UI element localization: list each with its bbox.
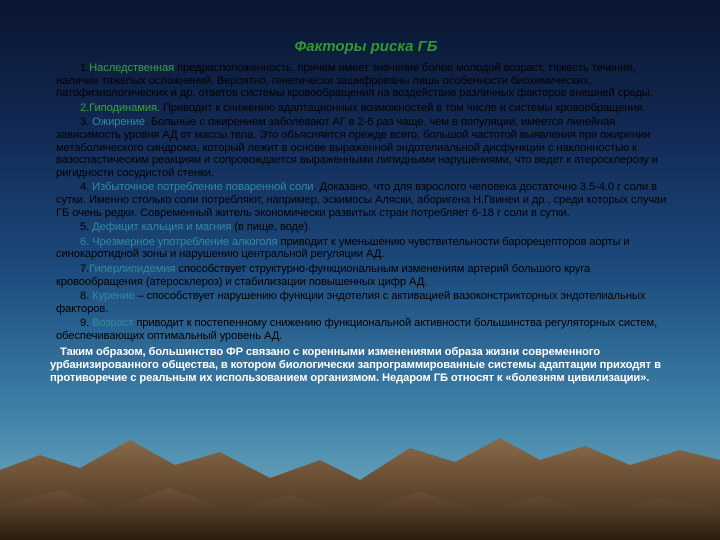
factor-item-7 — [56, 263, 676, 288]
factor-item-8 — [56, 290, 676, 315]
factor-number: 5. — [80, 221, 90, 234]
factor-name: Наследственная — [89, 62, 175, 74]
factor-name: Гиперлипидемия — [89, 262, 176, 275]
factor-name: Возраст — [92, 317, 134, 330]
factor-name: Ожирение — [92, 116, 145, 129]
factor-text: . Доказано, что для взрослого человека достаточно 3.5-4.0 г соли в сутки. Именно столько соли потребляют, например, эскимосы Аляски, аборигена Н.Гвинеи и др., среди которых случаи ГБ очень редки. Современный житель экономически развитых стран потребляет 6-18 г соли в сутки. — [56, 181, 667, 219]
factor-text: . Больные с ожирением заболевают АГ в 2-6 раз чаще, чем в популяции, имеется линейная зависимость уровня АД от массы тела. Это объясняется прежде всего, большой частотой выявления при ожирении метаболического синдрома, который лежит в основе выраженной эндотелиальной дисфункции с наклонностью к вазоспастическим реакциям и сопровождается выраженными липидными нарушениями, что ведет к атеросклерозу и ригидности сосудистой стенки. — [56, 116, 658, 179]
factor-number: 3. — [80, 116, 90, 129]
factor-number: 6. — [80, 235, 90, 248]
factor-text: способствует структурно-функциональным изменениям артерий большого круга кровообращения (атеросклероз) и стабилизации повышенных цифр АД. — [56, 262, 591, 288]
factor-item-9 — [56, 317, 676, 342]
factor-item-1 — [56, 62, 676, 100]
factor-name: Избыточное потребление поваренной соли — [92, 181, 314, 194]
factor-item-3 — [56, 116, 676, 179]
factor-number: 1. — [80, 62, 90, 74]
factor-item-5 — [56, 221, 676, 234]
factor-text: – способствует нарушению функции эндотелия с активацией вазоконстрикторных эндотелиальных факторов. — [56, 290, 646, 315]
factor-text: приводит к уменьшению чувствительности барорецепторов аорты и синокаротидной зоны и нарушению центральной регуляции АД. — [56, 235, 630, 261]
slide-content — [50, 38, 676, 385]
factor-text: предрасположенность, причем имеет значение более молодой возраст, тяжесть течения, наличие тяжелых осложнений. Вероятно, генетически зашифрованы лишь особенности биохимических, патофизиологических и др. ответов системы кровообращения на воздействие различных факторов внешней среды. — [56, 62, 653, 100]
factor-number: 2. — [80, 101, 90, 114]
factor-number: 4. — [80, 181, 90, 194]
factor-item-2 — [56, 102, 676, 115]
factor-item-4 — [56, 181, 676, 219]
factor-name: Курение — [92, 290, 135, 303]
factor-number: 8. — [80, 290, 90, 303]
factor-name: Чрезмерное употребление алкоголя — [92, 235, 278, 248]
factor-number: 9. — [80, 317, 90, 330]
slide-title: Факторы риска ГБ — [294, 38, 438, 55]
factor-text: Приводит к снижению адаптационных возможностей в том числе и системы кровообращения. — [159, 101, 646, 114]
factor-item-6 — [56, 236, 676, 261]
conclusion-text: Таким образом, большинство ФР связано с коренными изменениями образа жизни современного урбанизированного общества, в котором биологически запрограммированные системы адаптации приходят в противоречие с реальным их использованием организмом. Недаром ГБ относят к «болезням цивилизации». — [50, 346, 661, 385]
factor-text: (в пище, воде). — [231, 221, 311, 234]
factor-name: Гиподинамия. — [89, 101, 160, 114]
mountain-background — [0, 410, 720, 540]
factor-number: 7. — [80, 262, 90, 275]
factor-text: приводит к постепенному снижению функциональной активности большинства регуляторных систем, обеспечивающих оптимальный уровень АД. — [56, 317, 658, 342]
factor-name: Дефицит кальция и магния — [92, 221, 232, 234]
